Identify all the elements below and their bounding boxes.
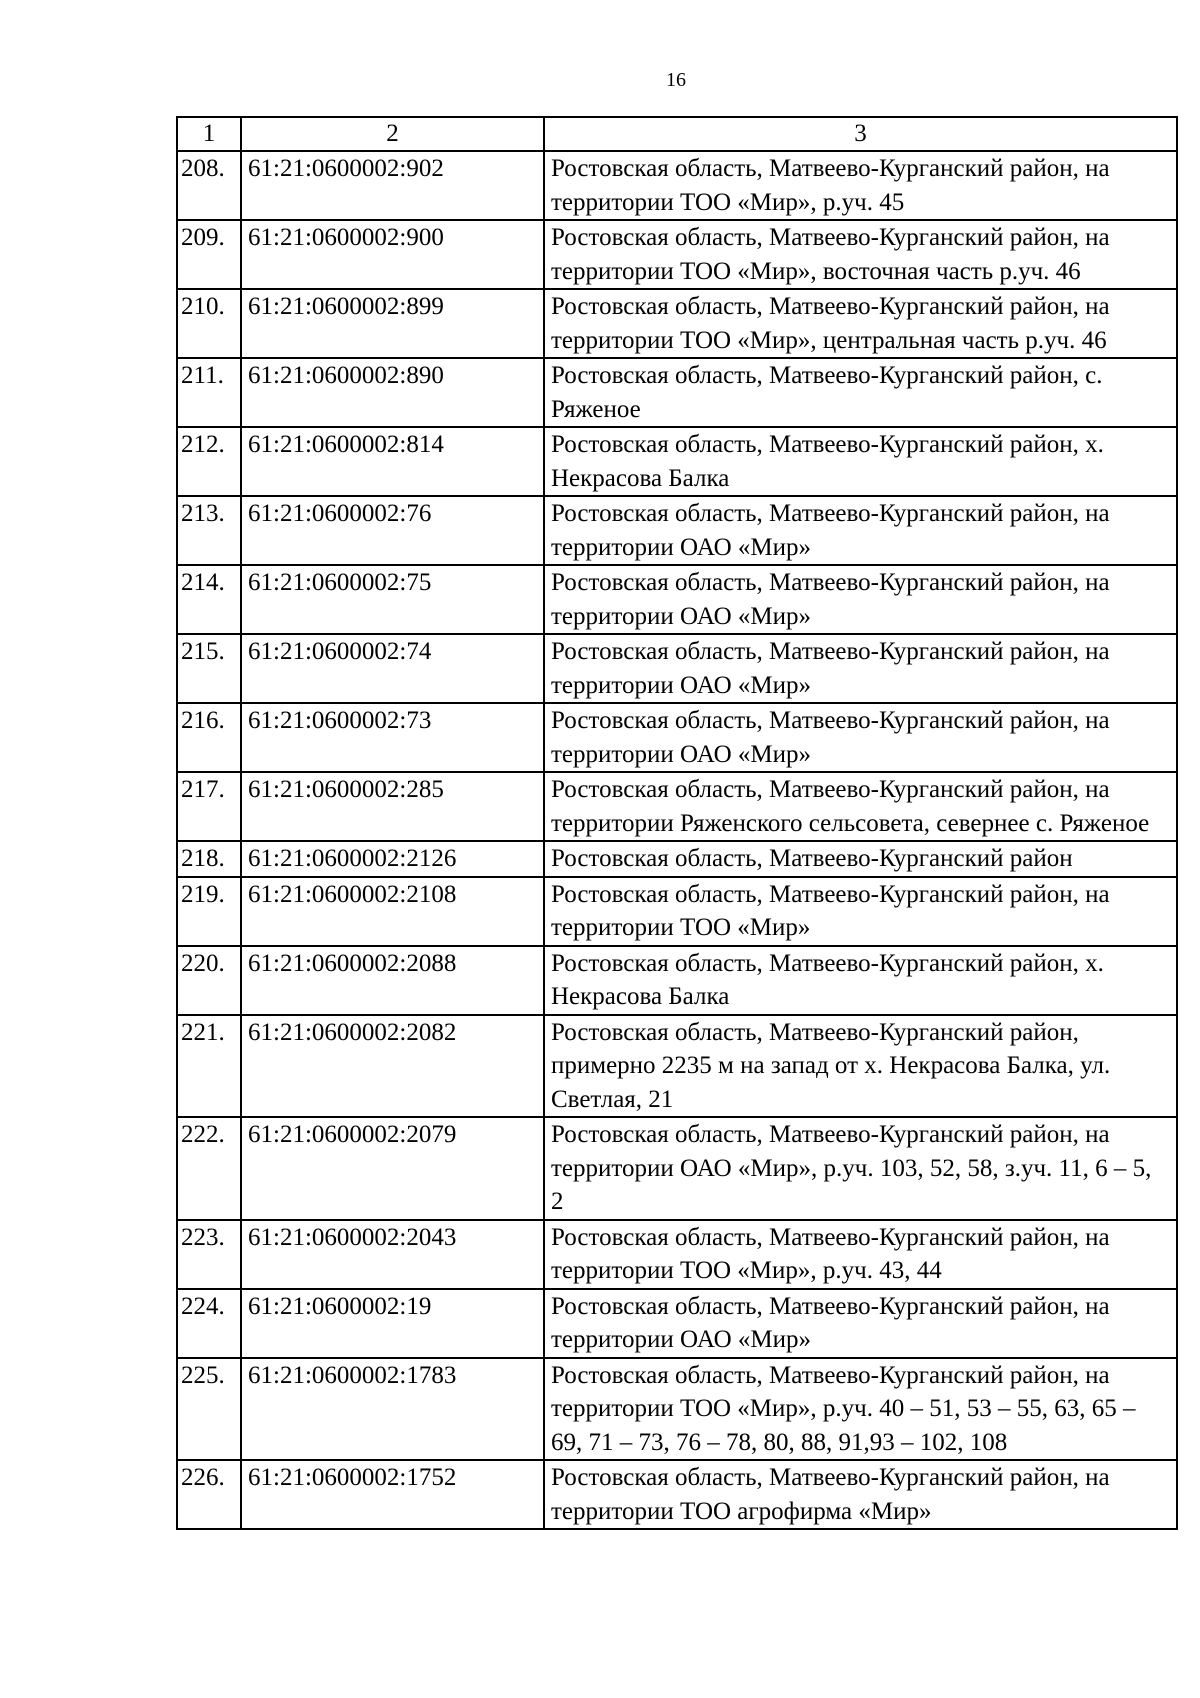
cadastral-number-cell: 61:21:0600002:2043 — [241, 1220, 544, 1289]
column-header-3: 3 — [544, 117, 1177, 151]
address-cell: Ростовская область, Матвеево-Курганский район, на территории ТОО «Мир», восточная часть р.уч. 46 — [544, 220, 1177, 289]
cadastral-number-cell: 61:21:0600002:1783 — [241, 1358, 544, 1461]
cadastral-number-cell: 61:21:0600002:75 — [241, 565, 544, 634]
row-number-cell: 223. — [177, 1220, 241, 1289]
address-cell: Ростовская область, Матвеево-Курганский район, на территории ОАО «Мир» — [544, 565, 1177, 634]
address-cell: Ростовская область, Матвеево-Курганский район, на территории ОАО «Мир», р.уч. 103, 52, 58, з.уч. 11, 6 – 5, 2 — [544, 1117, 1177, 1220]
table-row — [177, 565, 1177, 634]
cadastral-number-cell: 61:21:0600002:814 — [241, 427, 544, 496]
address-cell: Ростовская область, Матвеево-Курганский район, на территории ОАО «Мир» — [544, 703, 1177, 772]
address-cell: Ростовская область, Матвеево-Курганский район, на территории ОАО «Мир» — [544, 634, 1177, 703]
table-row — [177, 1289, 1177, 1358]
address-cell: Ростовская область, Матвеево-Курганский район, на территории ТОО «Мир», р.уч. 40 – 51, 53 – 55, 63, 65 – 69, 71 – 73, 76 – 78, 80, 88, 91,93 – 102, 108 — [544, 1358, 1177, 1461]
cadastral-number-cell: 61:21:0600002:76 — [241, 496, 544, 565]
table-row — [177, 703, 1177, 772]
table-row — [177, 1117, 1177, 1220]
row-number-cell: 225. — [177, 1358, 241, 1461]
cadastral-number-cell: 61:21:0600002:73 — [241, 703, 544, 772]
cadastral-number-cell: 61:21:0600002:902 — [241, 151, 544, 220]
table-row — [177, 496, 1177, 565]
row-number-cell: 213. — [177, 496, 241, 565]
address-cell: Ростовская область, Матвеево-Курганский район, с. Ряженое — [544, 358, 1177, 427]
table-row — [177, 877, 1177, 946]
address-cell: Ростовская область, Матвеево-Курганский район, примерно 2235 м на запад от х. Некрасова Балка, ул. Светлая, 21 — [544, 1015, 1177, 1118]
table-row — [177, 151, 1177, 220]
cadastral-number-cell: 61:21:0600002:899 — [241, 289, 544, 358]
page-number: 16 — [666, 69, 686, 91]
cadastral-number-cell: 61:21:0600002:2082 — [241, 1015, 544, 1118]
table-row — [177, 1220, 1177, 1289]
address-cell: Ростовская область, Матвеево-Курганский район, на территории ТОО «Мир», р.уч. 45 — [544, 151, 1177, 220]
cadastral-number-cell: 61:21:0600002:2108 — [241, 877, 544, 946]
row-number-cell: 215. — [177, 634, 241, 703]
row-number-cell: 220. — [177, 946, 241, 1015]
cadastral-number-cell: 61:21:0600002:2088 — [241, 946, 544, 1015]
column-header-2: 2 — [241, 117, 544, 151]
land-plot-table — [176, 116, 1178, 1530]
cadastral-number-cell: 61:21:0600002:74 — [241, 634, 544, 703]
row-number-cell: 208. — [177, 151, 241, 220]
table-row — [177, 946, 1177, 1015]
cadastral-number-cell: 61:21:0600002:900 — [241, 220, 544, 289]
address-cell: Ростовская область, Матвеево-Курганский район, на территории ОАО «Мир» — [544, 496, 1177, 565]
cadastral-number-cell: 61:21:0600002:1752 — [241, 1460, 544, 1529]
row-number-cell: 216. — [177, 703, 241, 772]
address-cell: Ростовская область, Матвеево-Курганский район, на территории ОАО «Мир» — [544, 1289, 1177, 1358]
table-row — [177, 1358, 1177, 1461]
row-number-cell: 212. — [177, 427, 241, 496]
table-row — [177, 427, 1177, 496]
table-row — [177, 1460, 1177, 1529]
cadastral-number-cell: 61:21:0600002:285 — [241, 772, 544, 841]
row-number-cell: 221. — [177, 1015, 241, 1118]
row-number-cell: 217. — [177, 772, 241, 841]
table-row — [177, 772, 1177, 841]
address-cell: Ростовская область, Матвеево-Курганский район, на территории ТОО агрофирма «Мир» — [544, 1460, 1177, 1529]
table-row — [177, 289, 1177, 358]
table-row — [177, 358, 1177, 427]
table-row — [177, 220, 1177, 289]
table-row — [177, 634, 1177, 703]
address-cell: Ростовская область, Матвеево-Курганский район — [544, 841, 1177, 877]
row-number-cell: 219. — [177, 877, 241, 946]
row-number-cell: 214. — [177, 565, 241, 634]
address-cell: Ростовская область, Матвеево-Курганский район, на территории ТОО «Мир», центральная часть р.уч. 46 — [544, 289, 1177, 358]
row-number-cell: 224. — [177, 1289, 241, 1358]
column-header-1: 1 — [177, 117, 241, 151]
address-cell: Ростовская область, Матвеево-Курганский район, х. Некрасова Балка — [544, 946, 1177, 1015]
table-body — [177, 151, 1177, 1529]
address-cell: Ростовская область, Матвеево-Курганский район, на территории ТОО «Мир» — [544, 877, 1177, 946]
address-cell: Ростовская область, Матвеево-Курганский район, на территории Ряженского сельсовета, севернее с. Ряженое — [544, 772, 1177, 841]
row-number-cell: 211. — [177, 358, 241, 427]
table-row — [177, 841, 1177, 877]
cadastral-number-cell: 61:21:0600002:2079 — [241, 1117, 544, 1220]
cadastral-number-cell: 61:21:0600002:2126 — [241, 841, 544, 877]
row-number-cell: 226. — [177, 1460, 241, 1529]
row-number-cell: 209. — [177, 220, 241, 289]
address-cell: Ростовская область, Матвеево-Курганский район, на территории ТОО «Мир», р.уч. 43, 44 — [544, 1220, 1177, 1289]
cadastral-number-cell: 61:21:0600002:890 — [241, 358, 544, 427]
row-number-cell: 222. — [177, 1117, 241, 1220]
row-number-cell: 218. — [177, 841, 241, 877]
cadastral-number-cell: 61:21:0600002:19 — [241, 1289, 544, 1358]
row-number-cell: 210. — [177, 289, 241, 358]
table-header-row — [177, 117, 1177, 151]
address-cell: Ростовская область, Матвеево-Курганский район, х. Некрасова Балка — [544, 427, 1177, 496]
table-row — [177, 1015, 1177, 1118]
